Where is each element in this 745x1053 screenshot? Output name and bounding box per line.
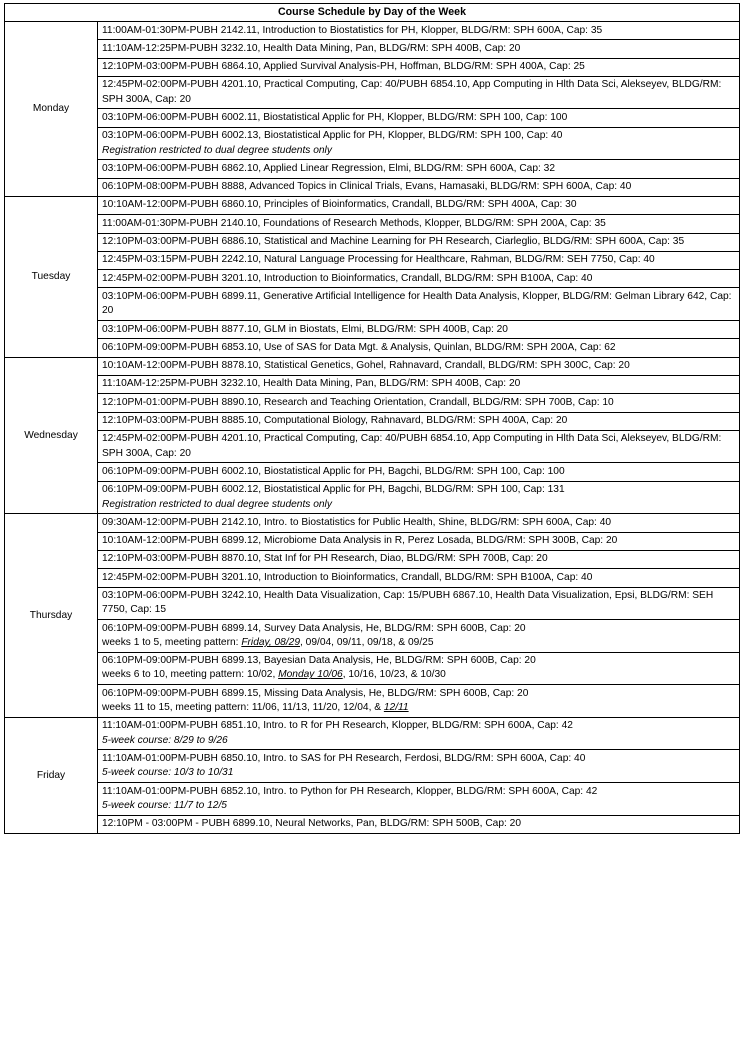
course-entry-line <box>102 668 736 682</box>
course-entry <box>98 685 740 718</box>
table-row <box>5 783 740 816</box>
table-row <box>5 109 740 127</box>
course-entry-line: 11:00AM-01:30PM-PUBH 2140.10, Foundations of Research Methods, Klopper, BLDG/RM: SPH 200A, Cap: 35 <box>102 217 606 229</box>
table-row <box>5 160 740 178</box>
meeting-pattern-prefix: weeks 1 to 5, meeting pattern: <box>102 636 242 648</box>
course-entry-line: 11:10AM-01:00PM-PUBH 6851.10, Intro. to R for PH Research, Klopper, BLDG/RM: SPH 600A, Cap: 42 <box>102 720 573 732</box>
course-entry-line: 11:10AM-01:00PM-PUBH 6850.10, Intro. to SAS for PH Research, Ferdosi, BLDG/RM: SPH 600A, Cap: 40 <box>102 752 586 764</box>
course-entry-line: 06:10PM-09:00PM-PUBH 6899.14, Survey Data Analysis, He, BLDG/RM: SPH 600B, Cap: 20 <box>102 622 526 634</box>
course-entry-line: 06:10PM-09:00PM-PUBH 6002.12, Biostatistical Applic for PH, Bagchi, BLDG/RM: SPH 100, Cap: 131 <box>102 484 565 496</box>
course-entry-line: 10:10AM-12:00PM-PUBH 8878.10, Statistical Genetics, Gohel, Rahnavard, Crandall, BLDG/RM: SPH 300C, Cap: 20 <box>102 360 630 372</box>
course-entry-line: 03:10PM-06:00PM-PUBH 8877.10, GLM in Biostats, Elmi, BLDG/RM: SPH 400B, Cap: 20 <box>102 323 508 335</box>
meeting-pattern-emphasis: Monday 10/06 <box>278 669 343 681</box>
course-entry <box>98 339 740 357</box>
table-row <box>5 569 740 587</box>
table-row <box>5 685 740 718</box>
meeting-pattern-prefix: weeks 6 to 10, meeting pattern: 10/02, <box>102 669 279 681</box>
meeting-pattern-prefix: weeks 11 to 15, meeting pattern: 11/06, 11/13, 11/20, 12/04, & <box>102 702 384 714</box>
course-entry-line: 5-week course: 10/3 to 10/31 <box>102 767 234 779</box>
course-entry-line: 06:10PM-09:00PM-PUBH 6899.13, Bayesian Data Analysis, He, BLDG/RM: SPH 600B, Cap: 20 <box>102 655 536 667</box>
table-row <box>5 251 740 269</box>
day-label-monday: Monday <box>5 22 98 197</box>
table-row <box>5 652 740 685</box>
course-entry-line: 12:45PM-02:00PM-PUBH 4201.10, Practical Computing, Cap: 40/PUBH 6854.10, App Computing in Hlth Data Sci, Alekseyev, BLDG/RM: SPH 300A, Cap: 20 <box>102 433 722 459</box>
course-entry-line: 12:10PM-03:00PM-PUBH 8885.10, Computational Biology, Rahnavard, BLDG/RM: SPH 400A, Cap: 20 <box>102 415 568 427</box>
course-entry-line: 11:00AM-01:30PM-PUBH 2142.11, Introduction to Biostatistics for PH, Klopper, BLDG/RM: SPH 600A, Cap: 35 <box>102 24 603 36</box>
course-entry-line: 11:10AM-12:25PM-PUBH 3232.10, Health Data Mining, Pan, BLDG/RM: SPH 400B, Cap: 20 <box>102 42 521 54</box>
course-entry <box>98 22 740 40</box>
meeting-pattern-suffix: , 10/16, 10/23, & 10/30 <box>342 669 446 681</box>
course-entry <box>98 196 740 214</box>
course-entry <box>98 127 740 160</box>
table-row <box>5 717 740 750</box>
table-row <box>5 394 740 412</box>
course-entry-line: 12:10PM - 03:00PM - PUBH 6899.10, Neural Networks, Pan, BLDG/RM: SPH 500B, Cap: 20 <box>102 818 522 830</box>
meeting-pattern-emphasis: Friday, 08/29 <box>241 636 301 648</box>
course-entry-line <box>102 701 736 715</box>
course-entry-line: 11:10AM-01:00PM-PUBH 6852.10, Intro. to Python for PH Research, Klopper, BLDG/RM: SPH 600A, Cap: 42 <box>102 785 598 797</box>
course-entry <box>98 463 740 481</box>
course-entry <box>98 587 740 620</box>
table-row <box>5 58 740 76</box>
table-row <box>5 127 740 160</box>
course-entry-line: 12:10PM-03:00PM-PUBH 8870.10, Stat Inf for PH Research, Diao, BLDG/RM: SPH 700B, Cap: 20 <box>102 553 548 565</box>
day-label-friday: Friday <box>5 717 98 833</box>
course-entry-line: 03:10PM-06:00PM-PUBH 6002.13, Biostatistical Applic for PH, Klopper, BLDG/RM: SPH 100, Cap: 40 <box>102 130 563 142</box>
course-entry <box>98 160 740 178</box>
course-entry <box>98 215 740 233</box>
course-entry <box>98 394 740 412</box>
table-row <box>5 481 740 514</box>
table-row <box>5 288 740 321</box>
course-entry <box>98 481 740 514</box>
course-entry <box>98 783 740 816</box>
course-entry-line: 03:10PM-06:00PM-PUBH 6862.10, Applied Linear Regression, Elmi, BLDG/RM: SPH 600A, Cap: 32 <box>102 162 556 174</box>
table-row <box>5 550 740 568</box>
table-row <box>5 270 740 288</box>
course-entry <box>98 58 740 76</box>
course-entry-line: 12:45PM-02:00PM-PUBH 4201.10, Practical Computing, Cap: 40/PUBH 6854.10, App Computing in Hlth Data Sci, Alekseyev, BLDG/RM: SPH 300A, Cap: 20 <box>102 79 722 105</box>
table-row <box>5 196 740 214</box>
course-entry-line: 12:10PM-03:00PM-PUBH 6864.10, Applied Survival Analysis-PH, Hoffman, BLDG/RM: SPH 400A, Cap: 25 <box>102 61 585 73</box>
page-title: Course Schedule by Day of the Week <box>5 4 740 22</box>
course-entry-line: 12:45PM-03:15PM-PUBH 2242.10, Natural Language Processing for Healthcare, Rahman, BLDG/RM: SEH 7750, Cap: 40 <box>102 254 655 266</box>
course-entry <box>98 109 740 127</box>
course-entry-line: Registration restricted to dual degree students only <box>102 144 332 156</box>
course-entry-line: 06:10PM-08:00PM-PUBH 8888, Advanced Topics in Clinical Trials, Evans, Hamasaki, BLDG/RM: SPH 600A, Cap: 40 <box>102 181 632 193</box>
course-entry-line: 11:10AM-12:25PM-PUBH 3232.10, Health Data Mining, Pan, BLDG/RM: SPH 400B, Cap: 20 <box>102 378 521 390</box>
course-entry <box>98 514 740 532</box>
course-entry <box>98 178 740 196</box>
table-row <box>5 215 740 233</box>
course-entry <box>98 532 740 550</box>
course-entry <box>98 321 740 339</box>
course-entry-line: Registration restricted to dual degree students only <box>102 498 332 510</box>
table-row <box>5 22 740 40</box>
course-entry <box>98 76 740 109</box>
course-entry-line: 12:10PM-03:00PM-PUBH 6886.10, Statistical and Machine Learning for PH Research, Ciarleglio, BLDG/RM: SPH 600A, Cap: 35 <box>102 236 685 248</box>
table-row <box>5 620 740 653</box>
course-entry-line <box>102 636 736 650</box>
course-entry-line: 03:10PM-06:00PM-PUBH 3242.10, Health Data Visualization, Cap: 15/PUBH 6867.10, Health Data Visualization, Epsi, BLDG/RM: SEH 7750, Cap: 15 <box>102 590 714 616</box>
course-entry-line: 03:10PM-06:00PM-PUBH 6002.11, Biostatistical Applic for PH, Klopper, BLDG/RM: SPH 100, Cap: 100 <box>102 111 568 123</box>
course-entry <box>98 357 740 375</box>
course-entry <box>98 750 740 783</box>
course-entry-line: 06:10PM-09:00PM-PUBH 6899.15, Missing Data Analysis, He, BLDG/RM: SPH 600B, Cap: 20 <box>102 687 529 699</box>
course-entry-line: 12:45PM-02:00PM-PUBH 3201.10, Introduction to Bioinformatics, Crandall, BLDG/RM: SPH B100A, Cap: 40 <box>102 571 593 583</box>
course-entry <box>98 569 740 587</box>
course-entry <box>98 251 740 269</box>
course-entry <box>98 815 740 833</box>
course-entry-line: 10:10AM-12:00PM-PUBH 6860.10, Principles of Bioinformatics, Crandall, BLDG/RM: SPH 400A, Cap: 30 <box>102 199 577 211</box>
table-row <box>5 375 740 393</box>
table-row <box>5 321 740 339</box>
course-entry <box>98 550 740 568</box>
course-entry-line: 06:10PM-09:00PM-PUBH 6853.10, Use of SAS for Data Mgt. & Analysis, Quinlan, BLDG/RM: SPH 200A, Cap: 62 <box>102 341 616 353</box>
table-row <box>5 430 740 463</box>
day-label-thursday: Thursday <box>5 514 98 718</box>
course-entry <box>98 717 740 750</box>
course-entry-line: 12:45PM-02:00PM-PUBH 3201.10, Introduction to Bioinformatics, Crandall, BLDG/RM: SPH B100A, Cap: 40 <box>102 272 593 284</box>
table-title-row <box>5 4 740 22</box>
course-entry <box>98 652 740 685</box>
meeting-pattern-suffix: , 09/04, 09/11, 09/18, & 09/25 <box>300 636 434 648</box>
course-entry <box>98 375 740 393</box>
meeting-pattern-emphasis: 12/11 <box>383 702 409 714</box>
course-entry-line: 10:10AM-12:00PM-PUBH 6899.12, Microbiome Data Analysis in R, Perez Losada, BLDG/RM: SPH 300B, Cap: 20 <box>102 535 618 547</box>
course-entry-line: 12:10PM-01:00PM-PUBH 8890.10, Research and Teaching Orientation, Crandall, BLDG/RM: SPH 700B, Cap: 10 <box>102 396 614 408</box>
course-entry <box>98 412 740 430</box>
table-row <box>5 815 740 833</box>
day-label-tuesday: Tuesday <box>5 196 98 357</box>
course-entry-line: 5-week course: 8/29 to 9/26 <box>102 734 228 746</box>
course-entry-line: 06:10PM-09:00PM-PUBH 6002.10, Biostatistical Applic for PH, Bagchi, BLDG/RM: SPH 100, Cap: 100 <box>102 465 565 477</box>
course-entry <box>98 620 740 653</box>
table-row <box>5 76 740 109</box>
table-row <box>5 463 740 481</box>
course-entry <box>98 40 740 58</box>
table-row <box>5 532 740 550</box>
course-entry-line: 09:30AM-12:00PM-PUBH 2142.10, Intro. to Biostatistics for Public Health, Shine, BLDG/RM: SPH 600A, Cap: 40 <box>102 516 612 528</box>
table-row <box>5 587 740 620</box>
table-row <box>5 178 740 196</box>
table-row <box>5 40 740 58</box>
table-row <box>5 233 740 251</box>
course-entry <box>98 270 740 288</box>
table-row <box>5 514 740 532</box>
table-row <box>5 750 740 783</box>
course-entry-line: 5-week course: 11/7 to 12/5 <box>102 799 227 811</box>
course-entry <box>98 233 740 251</box>
table-row <box>5 339 740 357</box>
course-entry-line: 03:10PM-06:00PM-PUBH 6899.11, Generative Artificial Intelligence for Health Data Analysis, Klopper, BLDG/RM: Gelman Library 642, Cap: 20 <box>102 290 732 317</box>
course-schedule-table <box>4 3 740 834</box>
course-entry <box>98 288 740 321</box>
course-entry <box>98 430 740 463</box>
day-label-wednesday: Wednesday <box>5 357 98 514</box>
table-row <box>5 412 740 430</box>
table-row <box>5 357 740 375</box>
